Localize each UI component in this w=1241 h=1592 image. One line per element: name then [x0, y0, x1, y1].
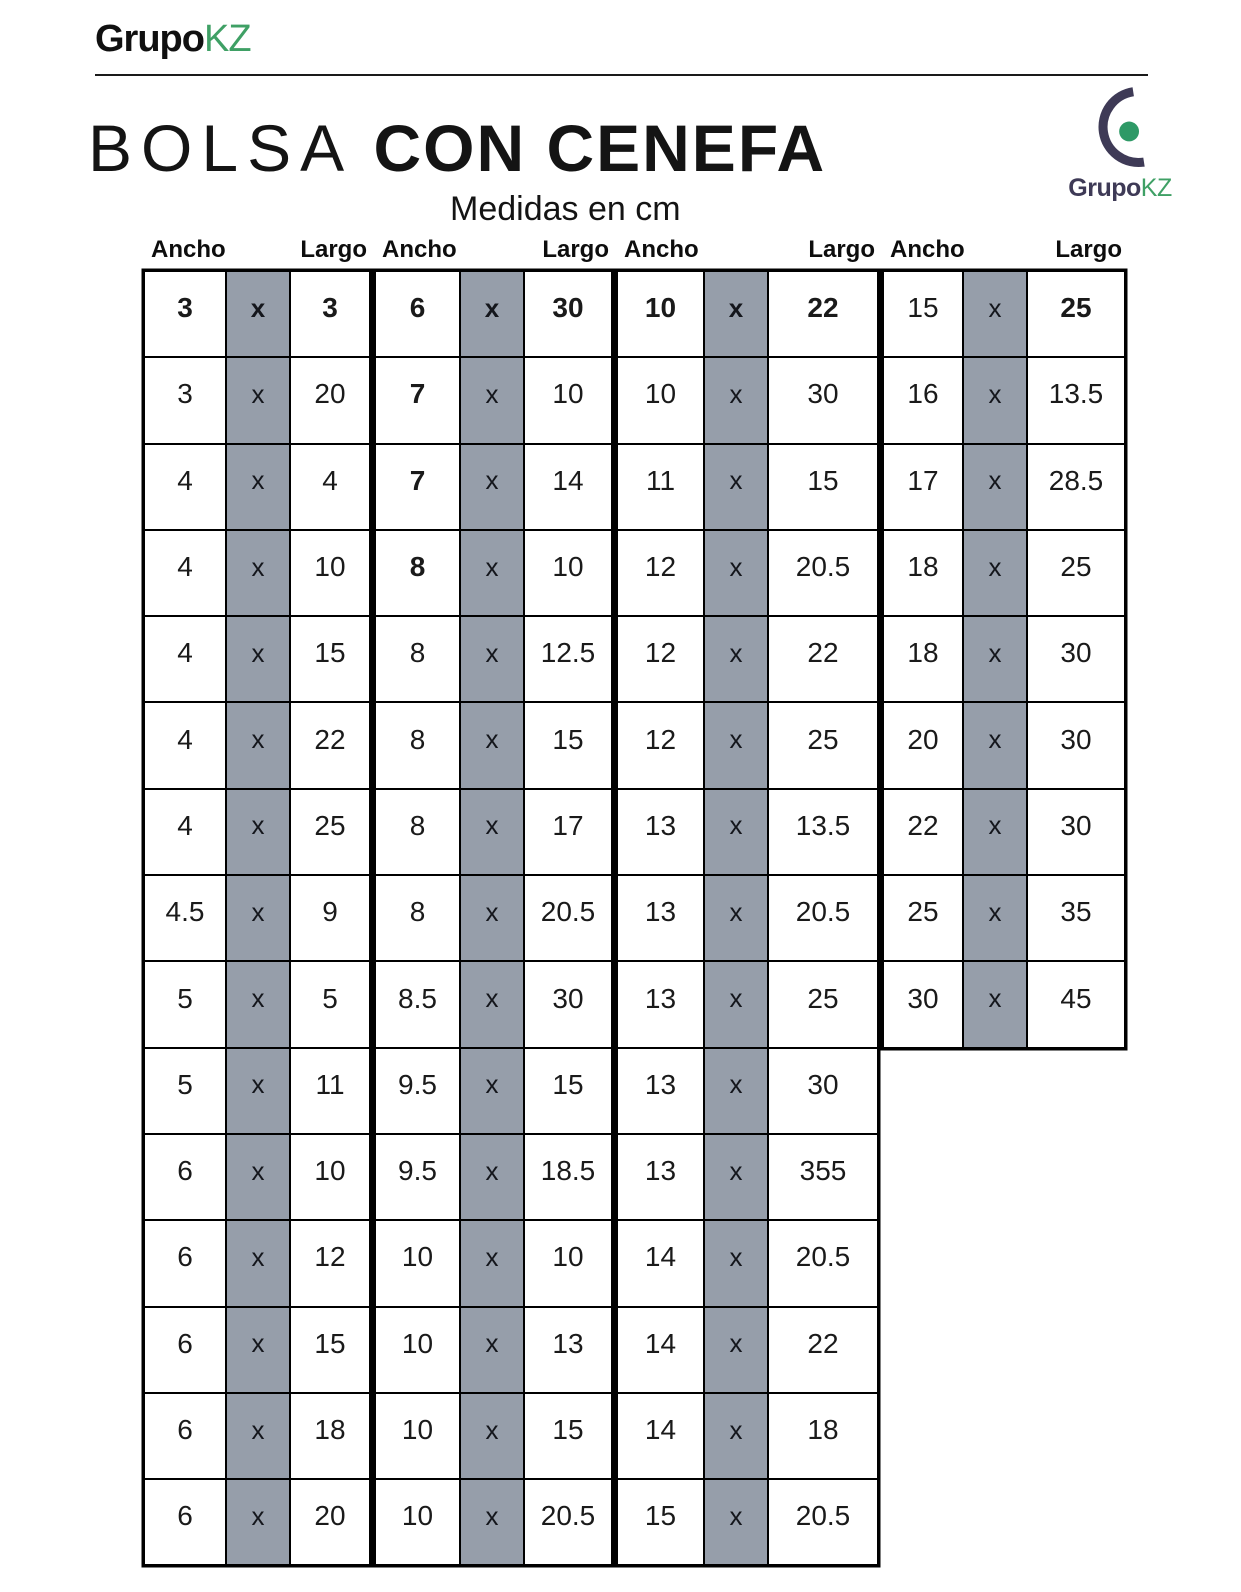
cell-ancho: 9.5	[375, 1134, 460, 1220]
cell-multiply-x: x	[704, 1393, 768, 1479]
group-column-headers	[882, 236, 1126, 270]
table-row	[375, 1134, 612, 1220]
cell-multiply-x: x	[704, 271, 768, 357]
table-row	[375, 616, 612, 702]
table-row	[144, 616, 370, 702]
cell-multiply-x: x	[704, 1220, 768, 1306]
table-row	[617, 1393, 878, 1479]
cell-largo: 13	[524, 1307, 612, 1393]
cell-multiply-x: x	[226, 875, 290, 961]
table-row	[617, 1134, 878, 1220]
table-row	[144, 357, 370, 443]
table-row	[617, 961, 878, 1047]
table-row	[617, 1479, 878, 1565]
table-row	[144, 875, 370, 961]
cell-multiply-x: x	[963, 961, 1027, 1047]
cell-ancho: 10	[375, 1307, 460, 1393]
crescent-logo-icon	[1078, 86, 1162, 172]
table-row	[375, 1307, 612, 1393]
cell-largo: 22	[768, 1307, 878, 1393]
table-row	[883, 616, 1125, 702]
cell-largo: 15	[768, 444, 878, 530]
cell-multiply-x: x	[704, 1134, 768, 1220]
cell-multiply-x: x	[704, 444, 768, 530]
cell-largo: 25	[290, 789, 370, 875]
table-row	[144, 1393, 370, 1479]
table-row	[144, 1479, 370, 1565]
measurement-group-3	[616, 236, 879, 1566]
table-row	[617, 789, 878, 875]
cell-multiply-x: x	[963, 702, 1027, 788]
cell-largo: 20.5	[768, 1220, 878, 1306]
cell-ancho: 10	[617, 357, 704, 443]
cell-ancho: 8	[375, 702, 460, 788]
cell-multiply-x: x	[704, 1479, 768, 1565]
cell-largo: 3	[290, 271, 370, 357]
cell-ancho: 12	[617, 530, 704, 616]
cell-ancho: 7	[375, 357, 460, 443]
table-row	[144, 1307, 370, 1393]
cell-ancho: 13	[617, 789, 704, 875]
cell-multiply-x: x	[460, 616, 524, 702]
table-row	[375, 530, 612, 616]
table-row	[617, 1307, 878, 1393]
page-title	[88, 110, 826, 186]
table-row	[375, 702, 612, 788]
cell-largo: 20.5	[768, 875, 878, 961]
table-row	[883, 961, 1125, 1047]
cell-largo: 20.5	[768, 530, 878, 616]
table-row	[375, 875, 612, 961]
cell-multiply-x: x	[460, 271, 524, 357]
cell-ancho: 8	[375, 530, 460, 616]
cell-largo: 28.5	[1027, 444, 1125, 530]
cell-multiply-x: x	[704, 875, 768, 961]
cell-multiply-x: x	[460, 702, 524, 788]
cell-multiply-x: x	[963, 789, 1027, 875]
cell-ancho: 16	[883, 357, 963, 443]
cell-largo: 25	[1027, 530, 1125, 616]
cell-multiply-x: x	[226, 1220, 290, 1306]
cell-largo: 25	[768, 702, 878, 788]
cell-ancho: 6	[144, 1134, 226, 1220]
cell-ancho: 18	[883, 616, 963, 702]
cell-largo: 22	[768, 616, 878, 702]
cell-multiply-x: x	[963, 271, 1027, 357]
cell-ancho: 6	[375, 271, 460, 357]
table-row	[617, 1220, 878, 1306]
cell-ancho: 4	[144, 789, 226, 875]
cell-multiply-x: x	[460, 1048, 524, 1134]
largo-header: Largo	[1055, 236, 1122, 263]
cell-largo: 14	[524, 444, 612, 530]
cell-multiply-x: x	[704, 530, 768, 616]
largo-header: Largo	[808, 236, 875, 263]
cell-ancho: 22	[883, 789, 963, 875]
table-row	[617, 357, 878, 443]
table-row	[144, 1134, 370, 1220]
cell-largo: 17	[524, 789, 612, 875]
cell-ancho: 5	[144, 961, 226, 1047]
cell-multiply-x: x	[226, 1307, 290, 1393]
cell-ancho: 5	[144, 1048, 226, 1134]
ancho-header: Ancho	[624, 236, 699, 263]
cell-largo: 18.5	[524, 1134, 612, 1220]
table-row	[617, 702, 878, 788]
cell-multiply-x: x	[226, 961, 290, 1047]
cell-ancho: 17	[883, 444, 963, 530]
brand-kz-text: KZ	[203, 18, 251, 60]
cell-ancho: 12	[617, 702, 704, 788]
cell-ancho: 10	[617, 271, 704, 357]
page-subtitle: Medidas en cm	[450, 190, 681, 228]
cell-largo: 30	[524, 271, 612, 357]
cell-largo: 22	[290, 702, 370, 788]
cell-ancho: 18	[883, 530, 963, 616]
cell-multiply-x: x	[460, 444, 524, 530]
cell-ancho: 13	[617, 961, 704, 1047]
group-column-headers	[374, 236, 613, 270]
cell-multiply-x: x	[226, 1479, 290, 1565]
cell-multiply-x: x	[460, 1307, 524, 1393]
table-row	[883, 530, 1125, 616]
table-row	[375, 444, 612, 530]
brand-right-grupo-text: Grupo	[1068, 174, 1141, 202]
cell-multiply-x: x	[226, 271, 290, 357]
table-row	[375, 1479, 612, 1565]
cell-multiply-x: x	[460, 961, 524, 1047]
cell-largo: 15	[290, 616, 370, 702]
table-row	[375, 961, 612, 1047]
cell-multiply-x: x	[226, 616, 290, 702]
cell-multiply-x: x	[460, 1134, 524, 1220]
table-row	[617, 530, 878, 616]
cell-multiply-x: x	[226, 789, 290, 875]
cell-largo: 30	[524, 961, 612, 1047]
cell-ancho: 4	[144, 530, 226, 616]
cell-ancho: 8	[375, 789, 460, 875]
cell-multiply-x: x	[226, 1134, 290, 1220]
page-title-bold: CON CENEFA	[353, 111, 827, 185]
cell-ancho: 12	[617, 616, 704, 702]
cell-largo: 20.5	[768, 1479, 878, 1565]
table-row	[883, 702, 1125, 788]
cell-largo: 25	[768, 961, 878, 1047]
cell-largo: 18	[290, 1393, 370, 1479]
table-row	[375, 357, 612, 443]
cell-multiply-x: x	[226, 357, 290, 443]
cell-multiply-x: x	[460, 1479, 524, 1565]
measurement-group-4	[882, 236, 1126, 1049]
cell-largo: 10	[524, 530, 612, 616]
cell-ancho: 14	[617, 1220, 704, 1306]
table-row	[144, 961, 370, 1047]
cell-ancho: 3	[144, 271, 226, 357]
table-row	[375, 1048, 612, 1134]
cell-largo: 35	[1027, 875, 1125, 961]
table-row	[883, 271, 1125, 357]
cell-largo: 18	[768, 1393, 878, 1479]
measurement-group-1	[143, 236, 371, 1566]
cell-largo: 355	[768, 1134, 878, 1220]
cell-largo: 30	[768, 357, 878, 443]
table-row	[617, 444, 878, 530]
cell-largo: 12	[290, 1220, 370, 1306]
cell-largo: 30	[1027, 789, 1125, 875]
cell-ancho: 13	[617, 1048, 704, 1134]
table-row	[883, 444, 1125, 530]
table-row	[144, 1220, 370, 1306]
page-title-light: BOLSA	[88, 111, 354, 185]
cell-ancho: 4.5	[144, 875, 226, 961]
cell-ancho: 6	[144, 1307, 226, 1393]
ancho-header: Ancho	[382, 236, 457, 263]
table-row	[144, 789, 370, 875]
cell-largo: 15	[290, 1307, 370, 1393]
table-row	[144, 271, 370, 357]
cell-ancho: 30	[883, 961, 963, 1047]
cell-ancho: 10	[375, 1220, 460, 1306]
cell-largo: 20	[290, 1479, 370, 1565]
cell-largo: 30	[768, 1048, 878, 1134]
cell-largo: 13.5	[768, 789, 878, 875]
brand-logo-top-left	[95, 18, 251, 61]
table-row	[375, 1220, 612, 1306]
cell-ancho: 13	[617, 1134, 704, 1220]
cell-largo: 30	[1027, 702, 1125, 788]
cell-ancho: 11	[617, 444, 704, 530]
table-row	[144, 444, 370, 530]
table-row	[883, 875, 1125, 961]
group-column-headers	[616, 236, 879, 270]
cell-largo: 5	[290, 961, 370, 1047]
cell-largo: 22	[768, 271, 878, 357]
table-row	[883, 789, 1125, 875]
cell-largo: 15	[524, 702, 612, 788]
cell-largo: 11	[290, 1048, 370, 1134]
cell-multiply-x: x	[460, 1393, 524, 1479]
cell-multiply-x: x	[704, 1048, 768, 1134]
table-row	[617, 875, 878, 961]
table-row	[617, 1048, 878, 1134]
cell-multiply-x: x	[704, 702, 768, 788]
measurements-table	[143, 236, 1129, 1566]
cell-largo: 20.5	[524, 1479, 612, 1565]
brand-grupo-text: Grupo	[95, 18, 204, 60]
cell-multiply-x: x	[963, 444, 1027, 530]
cell-largo: 4	[290, 444, 370, 530]
brand-logo-top-right	[1055, 86, 1185, 203]
cell-ancho: 13	[617, 875, 704, 961]
cell-ancho: 4	[144, 702, 226, 788]
cell-ancho: 15	[883, 271, 963, 357]
cell-multiply-x: x	[226, 1393, 290, 1479]
cell-largo: 45	[1027, 961, 1125, 1047]
cell-ancho: 14	[617, 1393, 704, 1479]
cell-ancho: 25	[883, 875, 963, 961]
cell-ancho: 3	[144, 357, 226, 443]
cell-multiply-x: x	[226, 530, 290, 616]
header-divider-line	[95, 74, 1148, 76]
table-row	[617, 271, 878, 357]
cell-multiply-x: x	[460, 530, 524, 616]
cell-ancho: 6	[144, 1479, 226, 1565]
cell-ancho: 8	[375, 616, 460, 702]
cell-multiply-x: x	[704, 789, 768, 875]
cell-ancho: 10	[375, 1393, 460, 1479]
cell-multiply-x: x	[226, 444, 290, 530]
cell-largo: 25	[1027, 271, 1125, 357]
cell-ancho: 6	[144, 1220, 226, 1306]
cell-multiply-x: x	[460, 1220, 524, 1306]
cell-largo: 10	[524, 357, 612, 443]
cell-multiply-x: x	[226, 1048, 290, 1134]
cell-multiply-x: x	[226, 702, 290, 788]
table-row	[375, 1393, 612, 1479]
cell-ancho: 7	[375, 444, 460, 530]
largo-header: Largo	[542, 236, 609, 263]
cell-multiply-x: x	[963, 875, 1027, 961]
cell-largo: 30	[1027, 616, 1125, 702]
cell-largo: 20	[290, 357, 370, 443]
ancho-header: Ancho	[890, 236, 965, 263]
cell-ancho: 4	[144, 616, 226, 702]
cell-largo: 15	[524, 1393, 612, 1479]
cell-multiply-x: x	[704, 357, 768, 443]
table-row	[144, 1048, 370, 1134]
cell-multiply-x: x	[963, 616, 1027, 702]
cell-largo: 12.5	[524, 616, 612, 702]
cell-ancho: 15	[617, 1479, 704, 1565]
table-row	[375, 271, 612, 357]
cell-multiply-x: x	[963, 530, 1027, 616]
cell-ancho: 14	[617, 1307, 704, 1393]
cell-ancho: 10	[375, 1479, 460, 1565]
cell-multiply-x: x	[460, 357, 524, 443]
group-column-headers	[143, 236, 371, 270]
brand-right-kz-text: KZ	[1140, 174, 1172, 202]
cell-multiply-x: x	[704, 961, 768, 1047]
cell-ancho: 9.5	[375, 1048, 460, 1134]
cell-largo: 10	[290, 530, 370, 616]
cell-largo: 20.5	[524, 875, 612, 961]
cell-multiply-x: x	[460, 789, 524, 875]
largo-header: Largo	[300, 236, 367, 263]
measurement-group-2	[374, 236, 613, 1566]
cell-largo: 10	[290, 1134, 370, 1220]
cell-largo: 10	[524, 1220, 612, 1306]
table-row	[144, 702, 370, 788]
ancho-header: Ancho	[151, 236, 226, 263]
cell-ancho: 6	[144, 1393, 226, 1479]
cell-ancho: 20	[883, 702, 963, 788]
table-row	[144, 530, 370, 616]
cell-largo: 15	[524, 1048, 612, 1134]
cell-multiply-x: x	[460, 875, 524, 961]
cell-ancho: 8.5	[375, 961, 460, 1047]
cell-multiply-x: x	[704, 616, 768, 702]
table-row	[883, 357, 1125, 443]
table-row	[375, 789, 612, 875]
cell-multiply-x: x	[704, 1307, 768, 1393]
cell-largo: 13.5	[1027, 357, 1125, 443]
table-row	[617, 616, 878, 702]
brand-right-text	[1055, 174, 1185, 203]
cell-ancho: 8	[375, 875, 460, 961]
cell-ancho: 4	[144, 444, 226, 530]
cell-multiply-x: x	[963, 357, 1027, 443]
cell-largo: 9	[290, 875, 370, 961]
